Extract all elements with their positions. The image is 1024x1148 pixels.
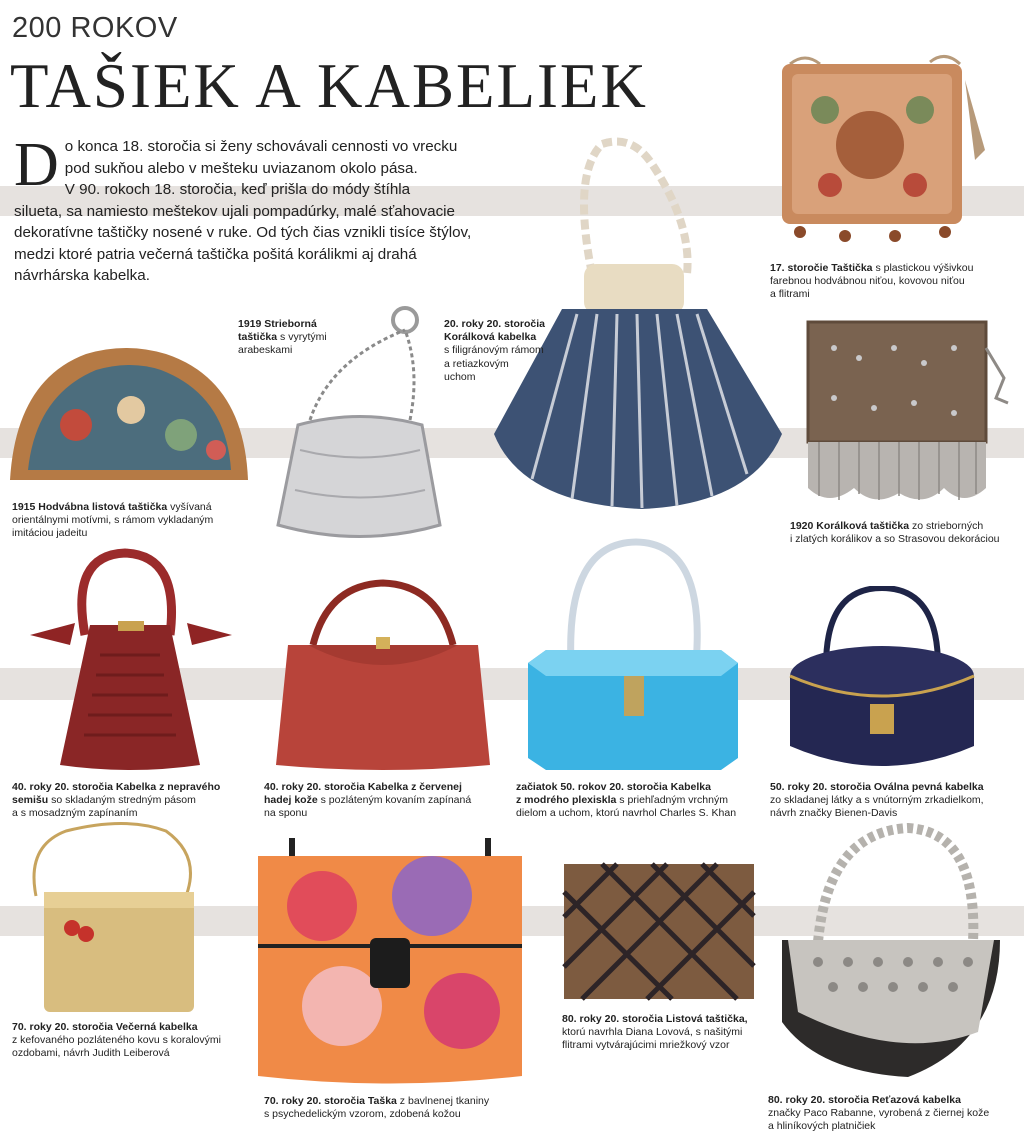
caption-title: 50. roky 20. storočia Oválna pevná kabelka xyxy=(770,781,984,793)
caption-title: 70. roky 20. storočia Taška xyxy=(264,1095,397,1107)
caption-title: 80. roky 20. storočia Reťazová kabelka xyxy=(768,1094,961,1106)
intro-line: silueta, sa namiesto meštekov ujali pompadúrky, malé sťahovacie xyxy=(14,202,456,220)
caption-1915-silk-bag: 1915 Hodvábna listová taštička vyšívaná orientálnymi motívmi, s rámom vykladaným imitáciou jadeitu xyxy=(12,501,214,540)
suede-bag-image xyxy=(30,545,232,775)
caption-80s-chain-bag: 80. roky 20. storočia Reťazová kabelka značky Paco Rabanne, vyrobená z čiernej kože a hliníkových platničiek xyxy=(768,1094,990,1133)
silk-embroidered-bag-image xyxy=(6,340,251,492)
caption-50s-plexiglass-bag: začiatok 50. rokov 20. storočia Kabelka z modrého plexiskla s priehľadným vrchným dielom a uchom, ktorú navrhol Charles S. Khan xyxy=(516,781,737,820)
beaded-fringe-bag-image xyxy=(804,318,1014,513)
intro-line: pod sukňou alebo v mešteku uviazanom okolo pása. xyxy=(64,159,418,177)
intro-line: o konca 18. storočia si ženy schovávali cennosti vo vrecku xyxy=(64,138,458,155)
caption-70s-psychedelic-bag: 70. roky 20. storočia Taška z bavlnenej tkaniny s psychedelickým vzorom, zdobená kožou xyxy=(264,1095,490,1121)
psychedelic-bag-image xyxy=(252,826,528,1091)
embroidered-pouch-image xyxy=(770,50,995,250)
caption-40s-snakeskin-bag: 40. roky 20. storočia Kabelka z červenej hadej kože s pozláteným kovaním zapínaná na sponu xyxy=(264,781,472,820)
snakeskin-bag-image xyxy=(268,575,498,775)
caption-title: 1919 Strieborná xyxy=(238,318,317,330)
intro-line: V 90. rokoch 18. storočia, keď prišla do módy štíhla xyxy=(64,181,411,198)
caption-title: 70. roky 20. storočia Večerná kabelka xyxy=(12,1021,198,1033)
intro-line: dekoratívne taštičky nosené v ruke. Od tých čias vznikli tisíce štýlov, xyxy=(14,224,472,241)
intro-line: návrhárska kabelka. xyxy=(14,267,150,284)
caption-title: 1920 Korálková taštička xyxy=(790,520,910,532)
caption-title: 1915 Hodvábna listová taštička xyxy=(12,501,168,513)
caption-title: 40. roky 20. storočia Kabelka z červenej xyxy=(264,781,462,793)
gold-evening-bag-image xyxy=(26,816,206,1016)
sequined-clutch-image xyxy=(562,862,757,1002)
caption-1919-silver-bag: 1919 Strieborná taštička s vyrytými arabeskami xyxy=(238,318,327,357)
section-kicker: 200 ROKOV xyxy=(12,12,178,44)
caption-50s-oval-bag: 50. roky 20. storočia Oválna pevná kabelka zo skladanej látky a s vnútorným zrkadielkom, návrh značky Bienen-Davis xyxy=(770,781,984,820)
caption-title: 40. roky 20. storočia Kabelka z nepravého xyxy=(12,781,221,793)
caption-70s-evening-bag: 70. roky 20. storočia Večerná kabelka z kefovaného pozláteného kovu s koralovými ozdobami, návrh Judith Leiberová xyxy=(12,1021,221,1060)
plexiglass-bag-image xyxy=(526,538,741,773)
intro-line: medzi ktoré patria večerná taštička pošitá korálikmi aj drahá xyxy=(14,245,417,263)
caption-title: 20. roky 20. storočia xyxy=(444,318,545,330)
intro-paragraph xyxy=(14,131,514,287)
oval-navy-bag-image xyxy=(786,586,978,776)
caption-1920-beaded-bag: 1920 Korálková taštička zo strieborných i zlatých korálikov a so Strasovou dekoráciou xyxy=(790,520,1000,546)
caption-title: 80. roky 20. storočia Listová taštička, xyxy=(562,1013,748,1025)
caption-80s-sequined-clutch: 80. roky 20. storočia Listová taštička, ktorú navrhla Diana Lovová, s našitými flitrami vytvárajúcimi mriežkový vzor xyxy=(562,1013,748,1052)
caption-17th-century-bag: 17. storočie Taštička s plastickou výšivkou farebnou hodvábnou niťou, kovovou niťou a flitrami xyxy=(770,262,974,301)
chain-link-bag-image xyxy=(778,822,1003,1082)
caption-title: začiatok 50. rokov 20. storočia Kabelka xyxy=(516,781,711,793)
caption-40s-suede-bag: 40. roky 20. storočia Kabelka z nepravého semišu so skladaným stredným pásom a s mosadzným zapínaním xyxy=(12,781,221,820)
drop-cap: D xyxy=(14,131,59,199)
caption-title: 17. storočie Taštička xyxy=(770,262,873,274)
page-title: TAŠIEK A KABELIEK xyxy=(10,51,648,121)
caption-20s-beaded-bag: 20. roky 20. storočia Korálková kabelka s filigránovým rámom a retiazkovým uchom xyxy=(444,318,545,383)
